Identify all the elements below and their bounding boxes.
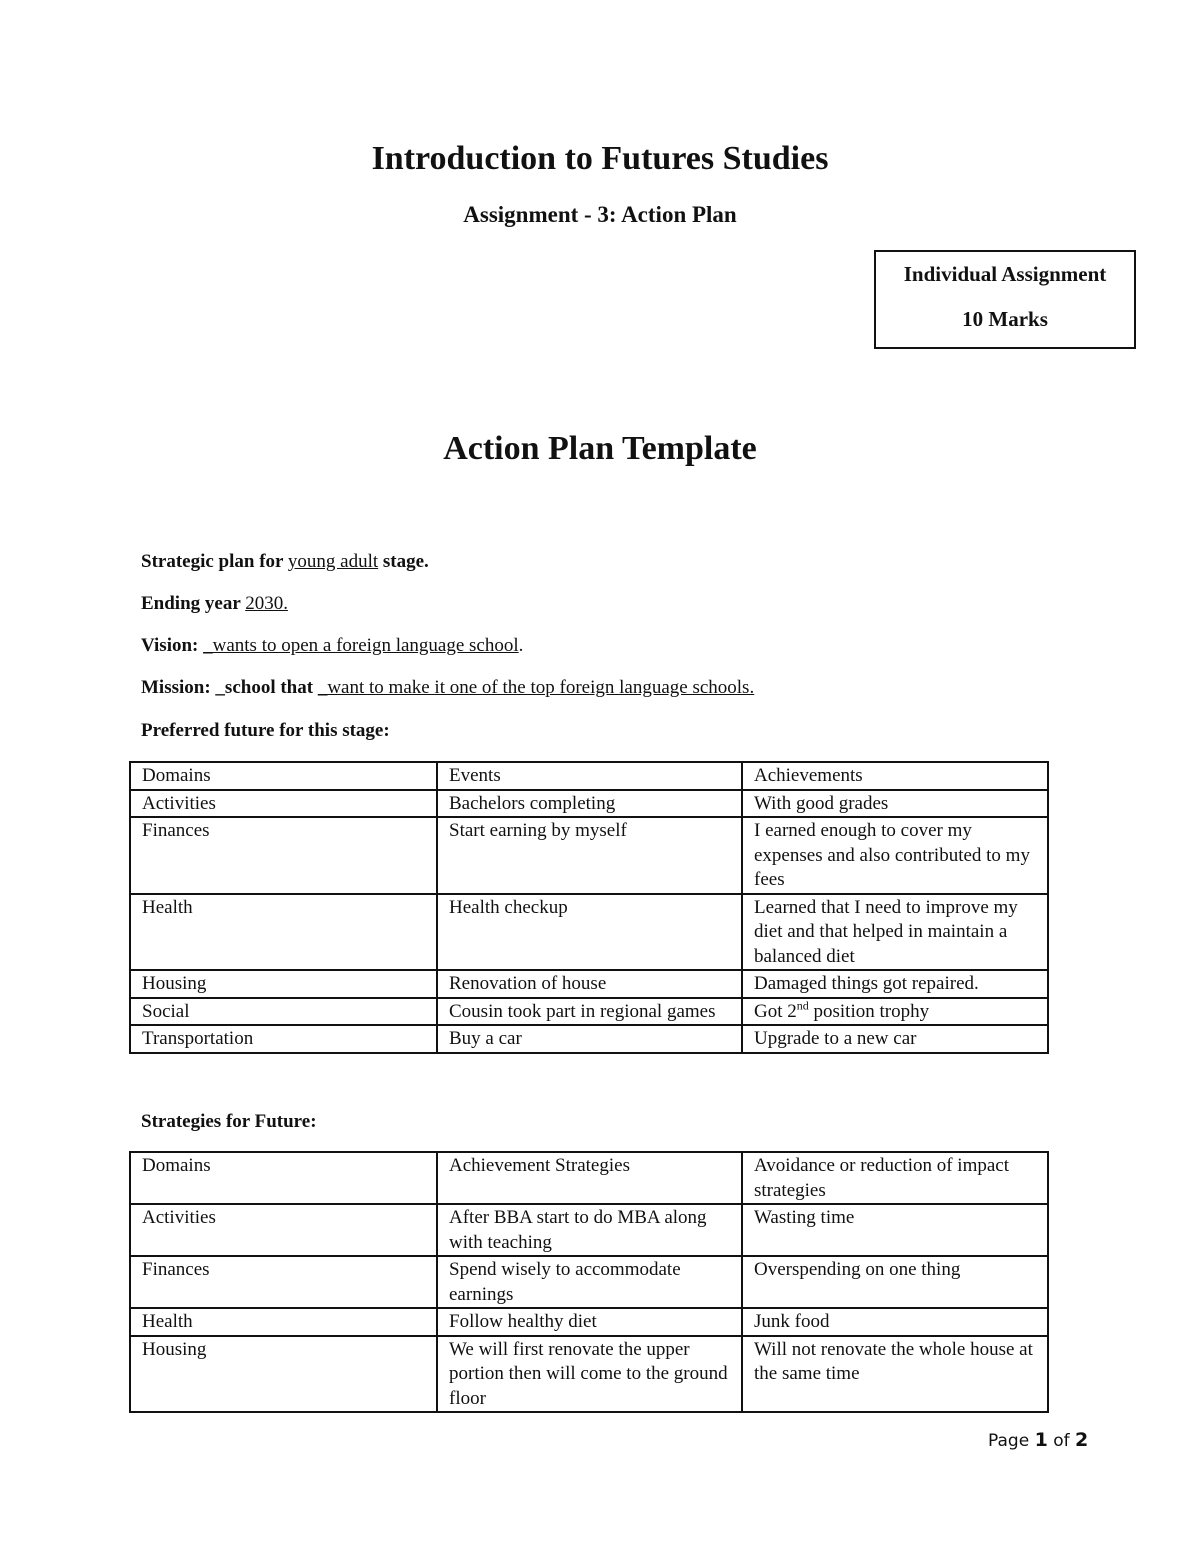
page-label: Page bbox=[988, 1431, 1035, 1451]
vision-suffix: . bbox=[518, 635, 524, 656]
preferred-future-label: Preferred future for this stage: bbox=[141, 720, 390, 741]
table-cell: Follow healthy diet bbox=[437, 1308, 742, 1336]
table-cell: Buy a car bbox=[437, 1025, 742, 1053]
table-cell: Junk food bbox=[742, 1308, 1048, 1336]
table-cell: Health checkup bbox=[437, 894, 742, 971]
table-cell: Finances bbox=[130, 1256, 437, 1308]
table-row bbox=[130, 817, 1048, 894]
table-cell: Activities bbox=[130, 1204, 437, 1256]
table-header-cell: Achievement Strategies bbox=[437, 1152, 742, 1204]
mission-value: _want to make it one of the top foreign language schools. bbox=[317, 677, 755, 698]
ordinal-suffix: nd bbox=[796, 998, 809, 1013]
table-row bbox=[130, 1256, 1048, 1308]
template-title: Action Plan Template bbox=[443, 430, 757, 467]
table-cell: I earned enough to cover my expenses and also contributed to my fees bbox=[742, 817, 1048, 894]
table-row bbox=[130, 998, 1048, 1026]
mission-line bbox=[141, 677, 754, 699]
table-cell: Housing bbox=[130, 1336, 437, 1413]
table-cell: After BBA start to do MBA along with teaching bbox=[437, 1204, 742, 1256]
strategic-plan-value: young adult bbox=[287, 551, 379, 572]
table-row bbox=[130, 970, 1048, 998]
table-cell: Finances bbox=[130, 817, 437, 894]
table-header-cell: Domains bbox=[130, 1152, 437, 1204]
ending-year-label: Ending year bbox=[141, 593, 246, 614]
vision-value: _wants to open a foreign language school bbox=[203, 635, 519, 656]
table-cell: Housing bbox=[130, 970, 437, 998]
table-cell: Cousin took part in regional games bbox=[437, 998, 742, 1026]
ending-year-value: 2030. bbox=[245, 593, 288, 614]
table-row bbox=[130, 1025, 1048, 1053]
table-header-cell: Achievements bbox=[742, 762, 1048, 790]
table-row bbox=[130, 1204, 1048, 1256]
mission-label: Mission: _school that bbox=[141, 677, 318, 698]
strategic-plan-suffix: stage. bbox=[378, 551, 429, 572]
table-cell: Overspending on one thing bbox=[742, 1256, 1048, 1308]
table-cell: Transportation bbox=[130, 1025, 437, 1053]
table-cell: Start earning by myself bbox=[437, 817, 742, 894]
table-cell: Health bbox=[130, 894, 437, 971]
table-cell: Spend wisely to accommodate earnings bbox=[437, 1256, 742, 1308]
ending-year-line bbox=[141, 593, 288, 615]
table-cell: We will first renovate the upper portion then will come to the ground floor bbox=[437, 1336, 742, 1413]
strategies-table bbox=[129, 1151, 1049, 1413]
table-header-cell: Domains bbox=[130, 762, 437, 790]
table-cell: Health bbox=[130, 1308, 437, 1336]
table-cell: Damaged things got repaired. bbox=[742, 970, 1048, 998]
strategic-plan-line bbox=[141, 551, 429, 573]
table-cell: With good grades bbox=[742, 790, 1048, 818]
preferred-future-heading bbox=[141, 720, 390, 742]
table-cell: Wasting time bbox=[742, 1204, 1048, 1256]
assignment-marks: 10 Marks bbox=[962, 307, 1048, 331]
table-header-cell: Avoidance or reduction of impact strategies bbox=[742, 1152, 1048, 1204]
table-cell: Will not renovate the whole house at the same time bbox=[742, 1336, 1048, 1413]
table-row bbox=[130, 1336, 1048, 1413]
achievement-text: Got 2 bbox=[754, 1000, 797, 1022]
assignment-subtitle: Assignment - 3: Action Plan bbox=[463, 202, 737, 227]
table-cell: Renovation of house bbox=[437, 970, 742, 998]
table-cell bbox=[742, 998, 1048, 1026]
of-label: of bbox=[1047, 1431, 1075, 1451]
assignment-type: Individual Assignment bbox=[903, 262, 1107, 286]
table-row bbox=[130, 894, 1048, 971]
preferred-future-table bbox=[129, 761, 1049, 1054]
table-header-row bbox=[130, 762, 1048, 790]
table-cell: Social bbox=[130, 998, 437, 1026]
vision-line bbox=[141, 635, 523, 657]
achievement-text-rest: position trophy bbox=[808, 1000, 930, 1022]
strategies-heading bbox=[141, 1111, 317, 1133]
table-header-cell: Events bbox=[437, 762, 742, 790]
assignment-info-box bbox=[874, 250, 1136, 349]
table-cell: Bachelors completing bbox=[437, 790, 742, 818]
document-title: Introduction to Futures Studies bbox=[371, 140, 829, 177]
strategies-label: Strategies for Future: bbox=[141, 1111, 317, 1132]
table-cell: Learned that I need to improve my diet and that helped in maintain a balanced diet bbox=[742, 894, 1048, 971]
page-number bbox=[988, 1429, 1088, 1451]
current-page: 1 bbox=[1034, 1429, 1048, 1451]
table-header-row bbox=[130, 1152, 1048, 1204]
vision-label: Vision: bbox=[141, 635, 204, 656]
total-pages: 2 bbox=[1075, 1429, 1089, 1451]
table-cell: Activities bbox=[130, 790, 437, 818]
table-row bbox=[130, 1308, 1048, 1336]
strategic-plan-label: Strategic plan for bbox=[141, 551, 288, 572]
table-cell: Upgrade to a new car bbox=[742, 1025, 1048, 1053]
table-row bbox=[130, 790, 1048, 818]
